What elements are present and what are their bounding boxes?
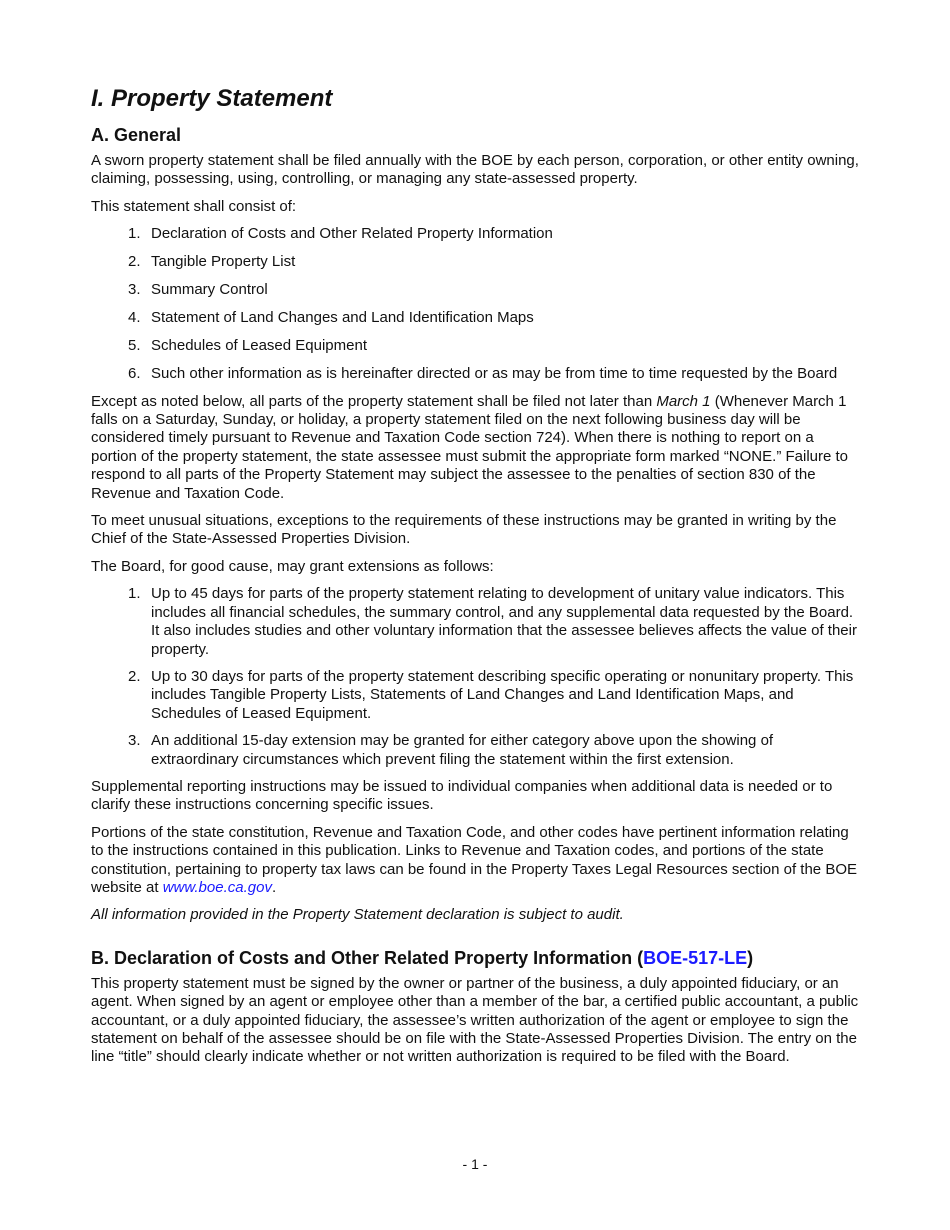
boe-517-le-link[interactable]: BOE-517-LE xyxy=(643,947,748,968)
list-text: Declaration of Costs and Other Related Property Information xyxy=(151,225,553,243)
list-item xyxy=(91,309,863,327)
boe-website-link[interactable]: www.boe.ca.gov xyxy=(162,878,272,896)
extensions-label: The Board, for good cause, may grant extensions as follows: xyxy=(91,557,494,575)
list-item xyxy=(91,585,863,659)
list-text: Summary Control xyxy=(151,281,268,299)
section-b-heading xyxy=(91,947,863,969)
extensions-list xyxy=(91,585,863,769)
consist-label: This statement shall consist of: xyxy=(91,197,297,215)
statement-parts-list xyxy=(91,225,863,383)
list-number: 6. xyxy=(128,365,141,383)
list-number: 1. xyxy=(128,225,141,243)
list-text: Up to 30 days for parts of the property statement describing specific operating or nonunitary property. This includes Tangible Property Lists, Statements of Land Changes and Land Identification Maps, and Schedules of Leased Equipment. xyxy=(151,667,854,722)
portions-paragraph xyxy=(91,824,863,898)
portions-text: Portions of the state constitution, Revenue and Taxation Code, and other codes have pertinent information relating to the instructions contained in this publication. Links to Revenue and Taxation codes, and portions of the state constitution, pertaining to property tax laws can be found in the Property Taxes Legal Resources section of the BOE website at xyxy=(91,823,857,896)
supplemental-paragraph: Supplemental reporting instructions may be issued to individual companies when additional data is needed or to clarify these instructions concerning specific issues. xyxy=(91,777,833,814)
list-item xyxy=(91,281,863,299)
list-number: 3. xyxy=(128,732,141,750)
list-number: 3. xyxy=(128,281,141,299)
list-item xyxy=(91,253,863,271)
deadline-text: Except as noted below, all parts of the property statement shall be filed not later than xyxy=(91,392,657,410)
list-text: Such other information as is hereinafter directed or as may be from time to time requested by the Board xyxy=(151,365,838,383)
list-item xyxy=(91,337,863,355)
list-number: 2. xyxy=(128,667,141,685)
exceptions-paragraph: To meet unusual situations, exceptions to the requirements of these instructions may be granted in writing by the Chief of the State-Assessed Properties Division. xyxy=(91,512,837,548)
list-text: Schedules of Leased Equipment xyxy=(151,337,367,355)
page-number: - 1 - xyxy=(462,1156,488,1172)
list-item xyxy=(91,225,863,243)
list-text: Up to 45 days for parts of the property statement relating to development of unitary value indicators. This includes all financial schedules, the summary control, and any supplemental data requested by the Board. It also includes studies and other voluntary information that the assessee believes affects the value of their property. xyxy=(151,585,857,658)
list-text: Tangible Property List xyxy=(151,253,296,271)
section-b-body: This property statement must be signed by the owner or partner of the business, a duly appointed fiduciary, or an agent. When signed by an agent or employee other than a member of the bar, a certified public accountant, a public accountant, or a duly appointed fiduciary, the assessee’s written authorization of the agent or employee to sign the statement on behalf of the assessee should be on file with the State-Assessed Properties Division. The entry on the line “title” should clearly indicate whether or not written authorization is required to be filed with the Board. xyxy=(91,974,859,1066)
list-number: 1. xyxy=(128,585,141,603)
deadline-text-rest: (Whenever March 1 falls on a Saturday, Sunday, or holiday, a property statement filed on the next following business day will be considered timely pursuant to Revenue and Taxation Code section 724). When there is nothing to report on a portion of the property statement, the state assessee must submit the appropriate form marked “NONE.” Failure to respond to all parts of the Property Statement may subject the assessee to the penalties of section 830 of the Revenue and Taxation Code. xyxy=(91,392,849,502)
section-b-heading-text: B. Declaration of Costs and Other Related Property Information ( xyxy=(91,947,644,968)
document-page xyxy=(91,84,863,1076)
deadline-paragraph xyxy=(91,393,863,503)
list-item xyxy=(91,732,863,769)
list-text: An additional 15-day extension may be granted for either category above upon the showing of extraordinary circumstances which prevent filing the statement within the first extension. xyxy=(151,732,774,768)
page-title: I. Property Statement xyxy=(91,85,333,112)
list-number: 4. xyxy=(128,309,141,327)
list-number: 5. xyxy=(128,337,141,355)
portions-period: . xyxy=(271,878,277,896)
list-item xyxy=(91,668,863,723)
list-number: 2. xyxy=(128,253,141,271)
list-item xyxy=(91,365,863,383)
intro-paragraph: A sworn property statement shall be filed annually with the BOE by each person, corporation, or other entity owning, claiming, possessing, using, controlling, or managing any state-assessed property. xyxy=(91,152,859,188)
section-a-heading: A. General xyxy=(91,125,182,145)
list-text: Statement of Land Changes and Land Identification Maps xyxy=(151,309,534,327)
audit-note: All information provided in the Property Statement declaration is subject to audit. xyxy=(91,906,624,924)
deadline-date: March 1 xyxy=(656,392,711,410)
section-b-heading-close: ) xyxy=(747,947,754,968)
